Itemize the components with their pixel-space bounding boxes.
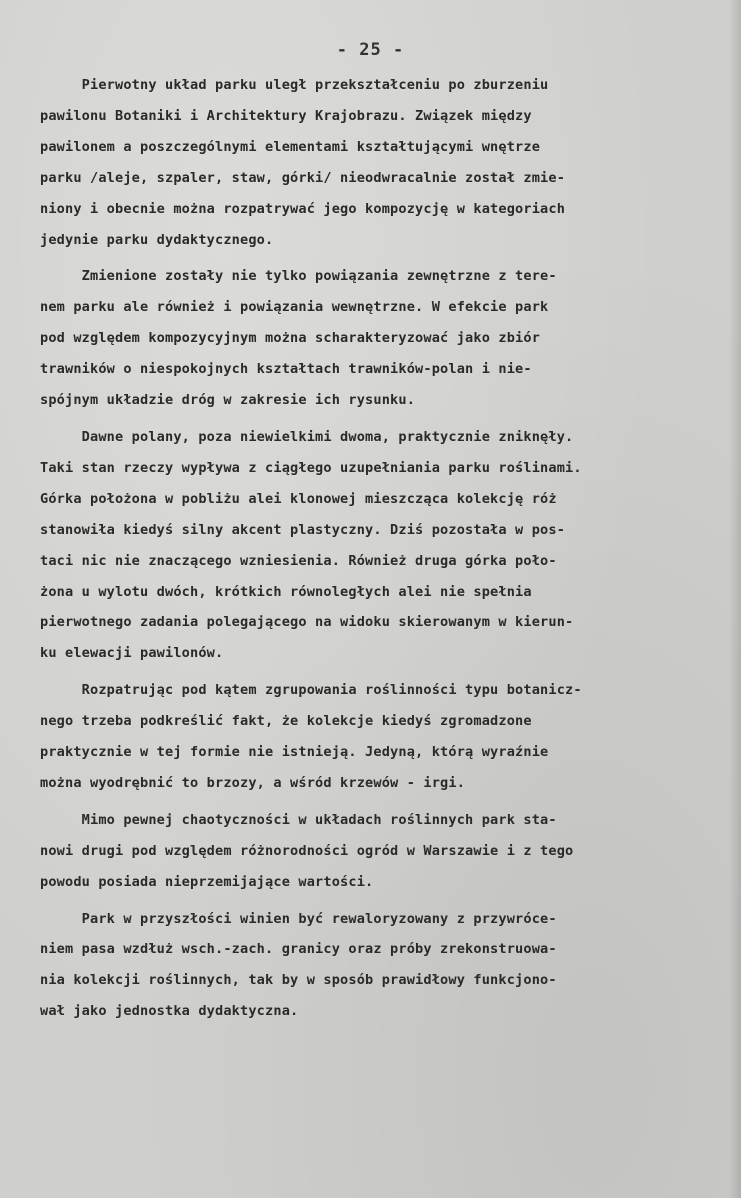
text-line: wał jako jednostka dydaktyczna. <box>40 1003 299 1020</box>
text-line: nia kolekcji roślinnych, tak by w sposób prawidłowy funkcjono- <box>40 972 557 989</box>
text-line: pod względem kompozycyjnym można scharakteryzować jako zbiór <box>40 330 541 347</box>
text-line: Zmienione zostały nie tylko powiązania zewnętrzne z tere- <box>40 268 557 285</box>
text-line: parku /aleje, szpaler, staw, górki/ nieodwracalnie został zmie- <box>40 169 566 186</box>
text-line: taci nic nie znaczącego wzniesienia. Również druga górka poło- <box>40 552 557 569</box>
text-line: spójnym układzie dróg w zakresie ich rysunku. <box>40 392 416 409</box>
page-edge-shadow <box>729 0 741 1198</box>
paragraph <box>40 904 730 1028</box>
text-line: żona u wylotu dwóch, krótkich równoległych alei nie spełnia <box>40 583 532 600</box>
paragraph <box>40 805 730 898</box>
text-line: Pierwotny układ parku uległ przekształceniu po zburzeniu <box>40 77 549 93</box>
paragraph <box>40 261 730 416</box>
paragraph <box>40 675 730 799</box>
text-line: ku elewacji pawilonów. <box>40 645 224 662</box>
text-line: pawilonem a poszczególnymi elementami kształtującymi wnętrze <box>40 138 541 155</box>
text-line: nowi drugi pod względem różnorodności ogród w Warszawie i z tego <box>40 842 574 859</box>
page-number: - 25 - <box>336 40 405 60</box>
text-line: Taki stan rzeczy wypływa z ciągłego uzupełniania parku roślinami. <box>40 459 582 476</box>
text-line: można wyodrębnić to brzozy, a wśród krzewów - irgi. <box>40 774 466 791</box>
text-line: nego trzeba podkreślić fakt, że kolekcje kiedyś zgromadzone <box>40 713 532 730</box>
text-line: niony i obecnie można rozpatrywać jego kompozycję w kategoriach <box>40 200 566 217</box>
text-line: jedynie parku dydaktycznego. <box>40 231 274 248</box>
text-line: powodu posiada nieprzemijające wartości. <box>40 873 374 890</box>
text-line: praktycznie w tej formie nie istnieją. Jedyną, którą wyraźnie <box>40 744 549 761</box>
text-line: pierwotnego zadania polegającego na widoku skierowanym w kierun- <box>40 614 574 631</box>
text-line: Dawne polany, poza niewielkimi dwoma, praktycznie zniknęły. <box>40 428 574 445</box>
paragraph <box>40 422 730 669</box>
text-line: Mimo pewnej chaotyczności w układach roślinnych park sta- <box>40 811 557 828</box>
text-line: niem pasa wzdłuż wsch.-zach. granicy oraz próby zrekonstruowa- <box>40 941 557 958</box>
text-line: Górka położona w pobliżu alei klonowej mieszcząca kolekcję róż <box>40 490 557 507</box>
text-line: nem parku ale również i powiązania wewnętrzne. W efekcie park <box>40 299 549 316</box>
paragraph <box>40 70 730 255</box>
text-line: stanowiła kiedyś silny akcent plastyczny. Dziś pozostała w pos- <box>40 521 566 538</box>
text-line: Park w przyszłości winien być rewaloryzowany z przywróce- <box>40 910 557 927</box>
text-line: trawników o niespokojnych kształtach trawników-polan i nie- <box>40 361 532 378</box>
text-line: pawilonu Botaniki i Architektury Krajobrazu. Związek między <box>40 107 532 124</box>
text-line: Rozpatrując pod kątem zgrupowania roślinności typu botanicz- <box>40 682 582 699</box>
body-text <box>40 70 730 1033</box>
